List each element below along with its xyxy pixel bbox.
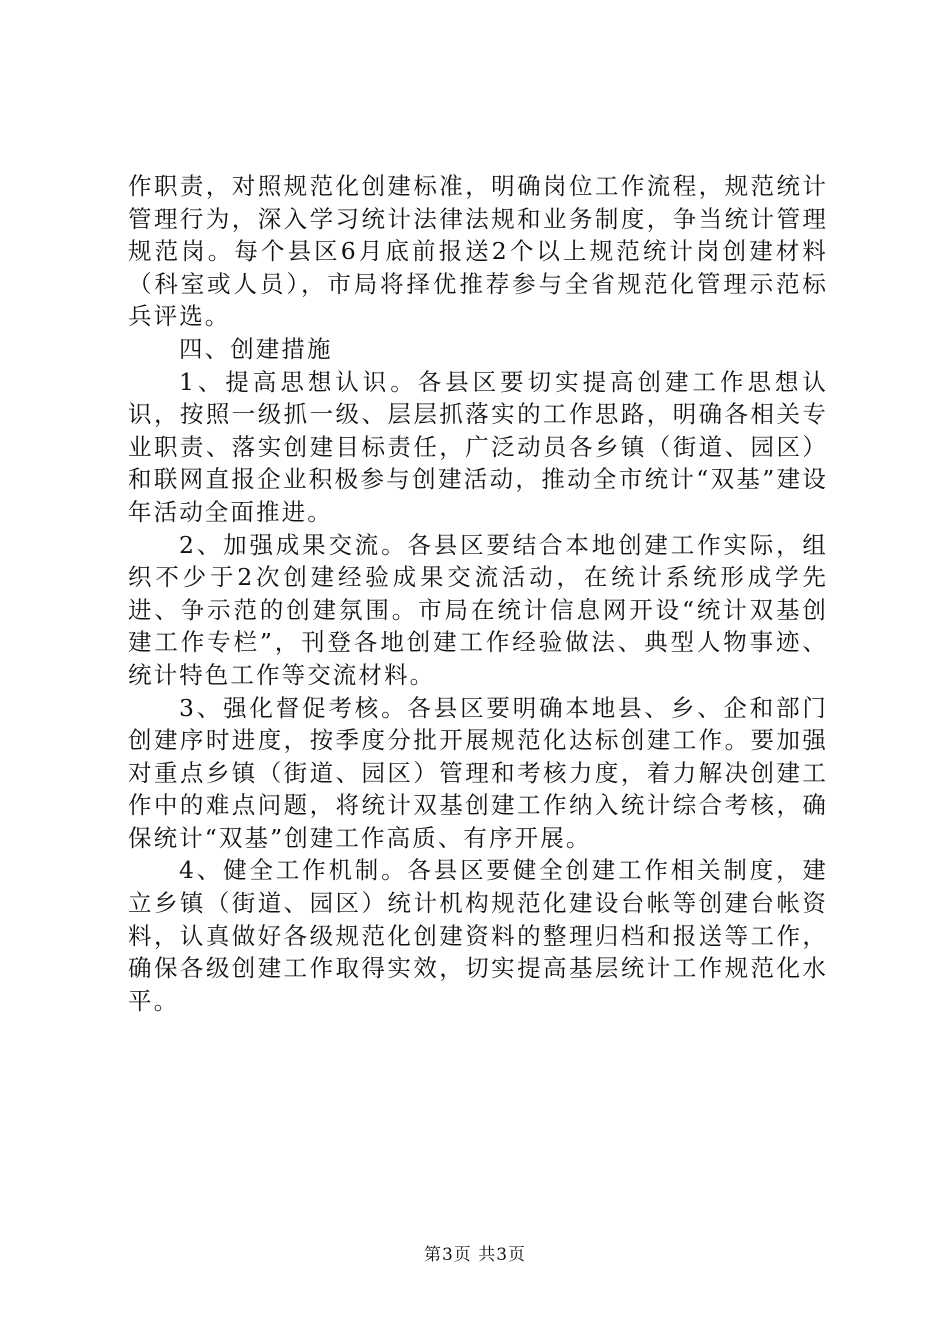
document-body [128, 170, 828, 1017]
paragraph-continuation: 作职责，对照规范化创建标准，明确岗位工作流程，规范统计管理行为，深入学习统计法律法规和业务制度，争当统计管理规范岗。每个县区6月底前报送2个以上规范统计岗创建材料（科室或人员），市局将择优推荐参与全省规范化管理示范标兵评选。 [128, 172, 828, 331]
paragraph-measure-2: 2、加强成果交流。各县区要结合本地创建工作实际，组织不少于2次创建经验成果交流活动，在统计系统形成学先进、争示范的创建氛围。市局在统计信息网开设“统计双基创建工作专栏”，刊登各地创建工作经验做法、典型人物事迹、统计特色工作等交流材料。 [128, 530, 828, 689]
paragraph-measure-3: 3、强化督促考核。各县区要明确本地县、乡、企和部门创建序时进度，按季度分批开展规范化达标创建工作。要加强对重点乡镇（街道、园区）管理和考核力度，着力解决创建工作中的难点问题，将统计双基创建工作纳入统计综合考核，确保统计“双基”创建工作高质、有序开展。 [128, 693, 828, 852]
page-number-footer: 第3页 共3页 [423, 1245, 527, 1265]
paragraph-measure-4: 4、健全工作机制。各县区要健全创建工作相关制度，建立乡镇（街道、园区）统计机构规范化建设台帐等创建台帐资料，认真做好各级规范化创建资料的整理归档和报送等工作，确保各级创建工作取得实效，切实提高基层统计工作规范化水平。 [128, 856, 828, 1015]
paragraph-measure-1: 1、提高思想认识。各县区要切实提高创建工作思想认识，按照一级抓一级、层层抓落实的工作思路，明确各相关专业职责、落实创建目标责任，广泛动员各乡镇（街道、园区）和联网直报企业积极参与创建活动，推动全市统计“双基”建设年活动全面推进。 [128, 367, 828, 526]
section-heading-measures: 四、创建措施 [179, 334, 333, 363]
